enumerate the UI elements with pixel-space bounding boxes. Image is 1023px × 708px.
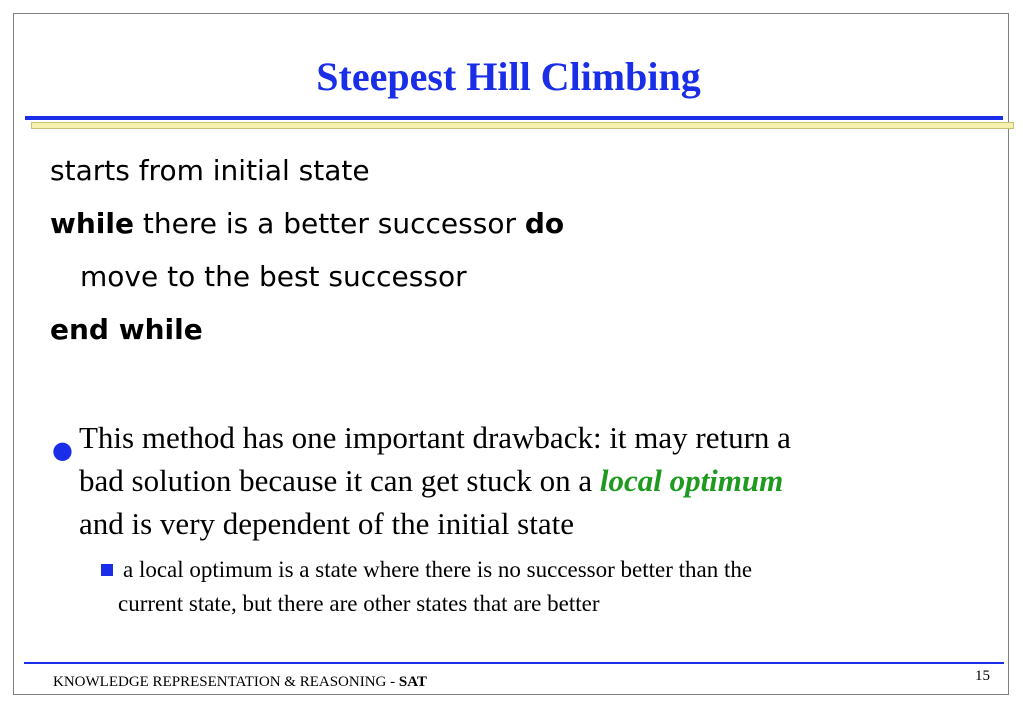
keyword-while: while <box>50 207 134 240</box>
footer-course-title <box>53 673 427 691</box>
local-optimum-term: local optimum <box>599 463 784 498</box>
pseudocode-line-4 <box>50 312 203 348</box>
bullet-line-3: and is very dependent of the initial state <box>79 506 574 541</box>
sub-bullet-line-2: current state, but there are other states that are better <box>118 591 600 616</box>
keyword-do: do <box>524 207 565 240</box>
pseudocode-line-3: move to the best successor <box>80 260 467 293</box>
pseudocode-line-1: starts from initial state <box>50 154 370 187</box>
slide-title: Steepest Hill Climbing <box>316 54 701 99</box>
bullet-line-1: This method has one important drawback: it may return a <box>79 420 791 455</box>
footer-topic: SAT <box>398 674 427 690</box>
bullet-line-2-prefix: bad solution because it can get stuck on a <box>79 463 600 498</box>
page-number: 15 <box>975 668 990 684</box>
bullet-line-2 <box>79 461 783 501</box>
sub-bullet-square-icon <box>101 564 113 576</box>
pseudocode-condition: there is a better successor <box>134 207 525 240</box>
keyword-end-while: end while <box>50 313 203 346</box>
title-underline-blue <box>25 116 1003 120</box>
title-underline-yellow <box>31 122 1014 129</box>
footer-course-name: KNOWLEDGE REPRESENTATION & REASONING - <box>53 674 399 690</box>
sub-bullet-line-1: a local optimum is a state where there is no successor better than the <box>123 557 753 582</box>
footer-rule <box>24 662 1004 664</box>
bullet-dot-icon: ● <box>52 436 73 464</box>
pseudocode-line-2 <box>50 206 564 242</box>
